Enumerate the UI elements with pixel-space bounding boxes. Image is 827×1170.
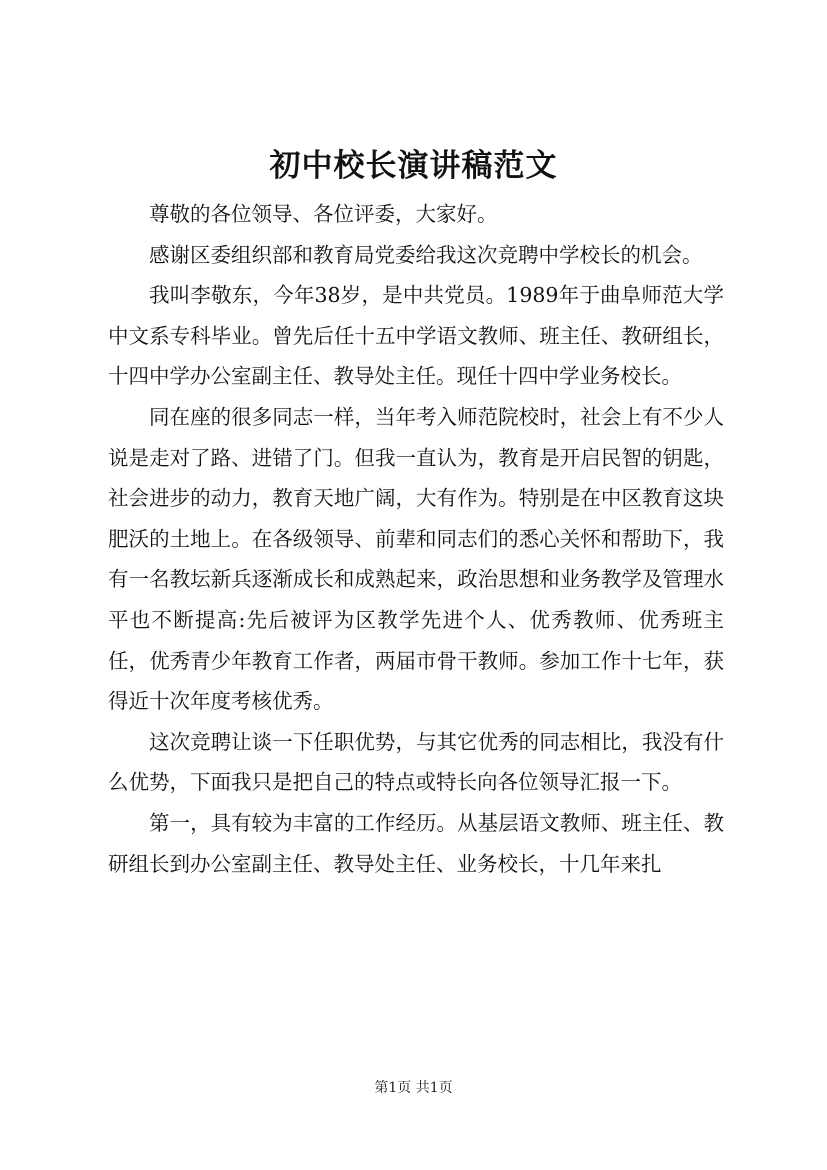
page-footer: 第1页 共1页 — [374, 1080, 453, 1096]
paragraph-introduction: 我叫李敬东，今年38岁，是中共党员。1989年于曲阜师范大学中文系专科毕业。曾先后任十五中学语文教师、班主任、教研组长，十四中学办公室副主任、教导处主任。现任十四中学业务校长。 — [108, 283, 724, 389]
document-body — [108, 194, 724, 884]
paragraph-advantages: 这次竞聘让谈一下任职优势，与其它优秀的同志相比，我没有什么优势，下面我只是把自己的特点或特长向各位领导汇报一下。 — [108, 729, 724, 795]
document-title: 初中校长演讲稿范文 — [269, 148, 558, 184]
paragraph-career: 同在座的很多同志一样，当年考入师范院校时，社会上有不少人说是走对了路、进错了门。但我一直认为，教育是开启民智的钥匙，社会进步的动力，教育天地广阔，大有作为。特别是在中区教育这块肥沃的土地上。在各级领导、前辈和同志们的悉心关怀和帮助下，我有一名教坛新兵逐渐成长和成熟起来，政治思想和业务教学及管理水平也不断提高:先后被评为区教学先进个人、优秀教师、优秀班主任，优秀青少年教育工作者，两届市骨干教师。参加工作十七年，获得近十次年度考核优秀。 — [108, 404, 724, 714]
paragraph-greeting: 尊敬的各位领导、各位评委，大家好。 — [149, 202, 498, 226]
paragraph-first-point: 第一，具有较为丰富的工作经历。从基层语文教师、班主任、教研组长到办公室副主任、教导处主任、业务校长，十几年来扎 — [108, 810, 724, 876]
paragraph-thanks: 感谢区委组织部和教育局党委给我这次竞聘中学校长的机会。 — [149, 242, 703, 267]
